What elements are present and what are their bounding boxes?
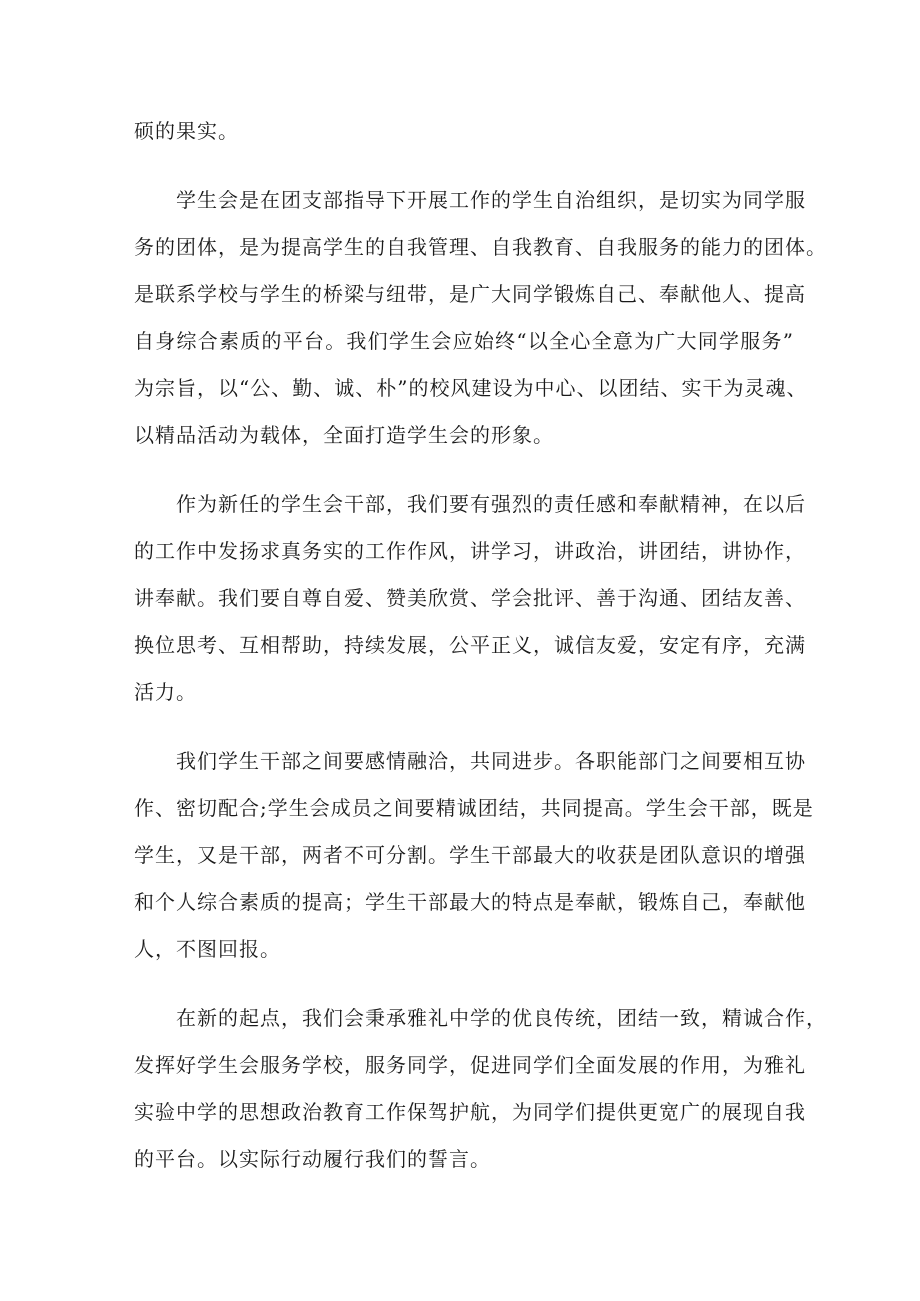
text-line: 务的团体，是为提高学生的自我管理、自我教育、自我服务的能力的团体。 — [134, 235, 827, 259]
text-line: 自身综合素质的平台。我们学生会应始终“以全心全意为广大同学服务” — [134, 329, 794, 353]
text-line: 活力。 — [134, 680, 197, 704]
text-line: 以精品活动为载体，全面打造学生会的形象。 — [134, 423, 554, 447]
text-line: 发挥好学生会服务学校，服务同学，促进同学们全面发展的作用，为雅礼 — [134, 1053, 806, 1077]
text-line: 学生会是在团支部指导下开展工作的学生自治组织，是切实为同学服 — [176, 188, 806, 212]
text-line: 和个人综合素质的提高；学生干部最大的特点是奉献，锻炼自己，奉献他 — [134, 890, 806, 914]
text-line: 作为新任的学生会干部，我们要有强烈的责任感和奉献精神，在以后 — [176, 492, 806, 516]
text-line: 学生，又是干部，两者不可分割。学生干部最大的收获是团队意识的增强 — [134, 843, 806, 867]
text-line: 换位思考、互相帮助，持续发展，公平正义，诚信友爱，安定有序，充满 — [134, 633, 806, 657]
text-line: 硕的果实。 — [134, 119, 239, 143]
text-line: 我们学生干部之间要感情融洽，共同进步。各职能部门之间要相互协 — [176, 749, 806, 773]
text-line: 讲奉献。我们要自尊自爱、赞美欣赏、学会批评、善于沟通、团结友善、 — [134, 586, 806, 610]
text-line: 为宗旨，以“公、勤、诚、朴”的校风建设为中心、以团结、实干为灵魂、 — [134, 376, 808, 400]
text-line: 的工作中发扬求真务实的工作作风，讲学习，讲政治，讲团结，讲协作， — [134, 539, 806, 563]
text-line: 的平台。以实际行动履行我们的誓言。 — [134, 1147, 491, 1171]
text-line: 实验中学的思想政治教育工作保驾护航，为同学们提供更宽广的展现自我 — [134, 1100, 806, 1124]
text-line: 作、密切配合;学生会成员之间要精诚团结，共同提高。学生会干部，既是 — [134, 796, 814, 820]
text-line: 是联系学校与学生的桥梁与纽带，是广大同学锻炼自己、奉献他人、提高 — [134, 282, 806, 306]
text-line: 人，不图回报。 — [134, 937, 281, 961]
text-line: 在新的起点，我们会秉承雅礼中学的优良传统，团结一致，精诚合作， — [176, 1006, 827, 1030]
